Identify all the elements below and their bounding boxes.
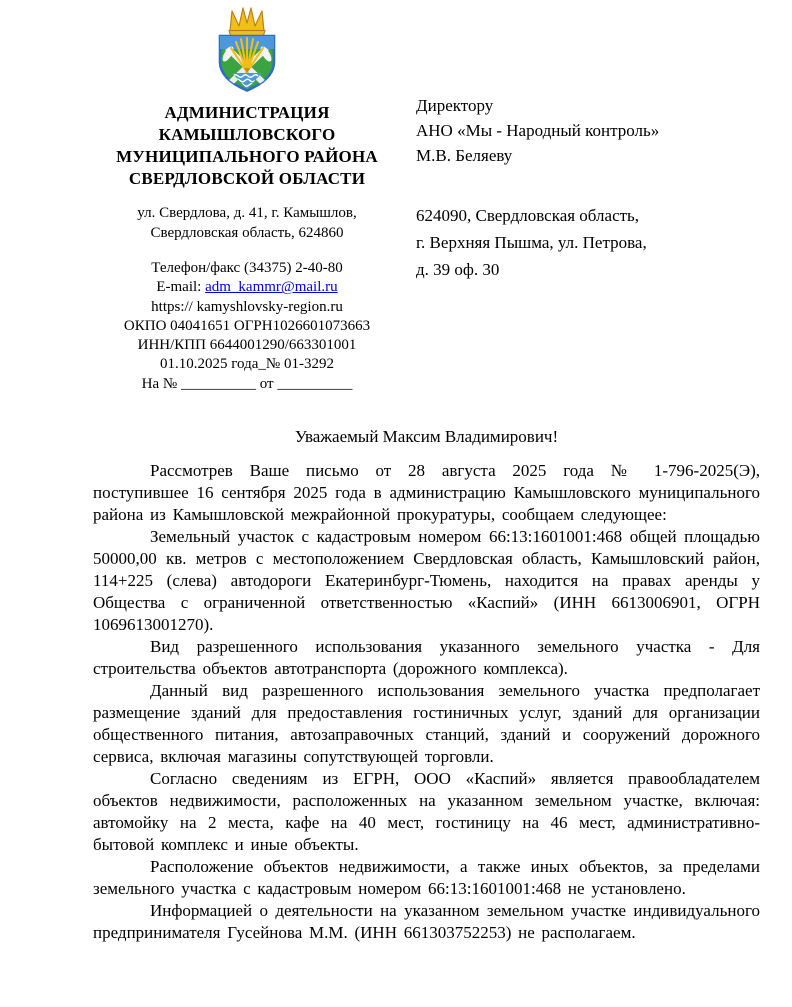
- recipient-line: Директору: [416, 96, 494, 115]
- email-link[interactable]: adm_kammr@mail.ru: [205, 279, 338, 296]
- emblem-wrap: [86, 4, 408, 94]
- body-paragraph: Информацией о деятельности на указанном земельном участке индивидуального предпринимателя Гусейнова М.М. (ИНН 661303752253) не располагаем.: [93, 901, 760, 943]
- recipient-line: М.В. Беляеву: [416, 146, 513, 165]
- recipient-address: [416, 202, 726, 283]
- org-inn-kpp: ИНН/КПП 6644001290/663301001: [137, 337, 357, 354]
- org-address: [86, 204, 408, 243]
- body-paragraph: Согласно сведениям из ЕГРН, ООО «Каспий» является правообладателем объектов недвижимости, расположенных на указанном земельном участке, включая: автомойку на 2 места, кафе на 40 мест, гостиницу на 46 мест, административно-бытовой комплекс и иные объекты.: [93, 769, 760, 855]
- body-paragraph: Вид разрешенного использования указанного земельного участка - Для строительства объектов автотранспорта (дорожного комплекса).: [93, 637, 760, 679]
- org-name-line: СВЕРДЛОВСКОЙ ОБЛАСТИ: [128, 169, 366, 188]
- org-address-line: ул. Свердлова, д. 41, г. Камышлов,: [137, 205, 357, 221]
- org-email-row: [86, 278, 408, 297]
- letter-body: [93, 460, 760, 944]
- org-contacts: [86, 259, 408, 394]
- org-website: https:// kamyshlovsky-region.ru: [151, 298, 343, 315]
- salutation: Уважаемый Максим Владимирович!: [294, 427, 559, 447]
- org-name-line: КАМЫШЛОВСКОГО: [158, 125, 336, 144]
- email-label: E-mail:: [156, 279, 206, 296]
- org-address-line: Свердловская область, 624860: [150, 224, 344, 241]
- org-phone: Телефон/факс (34375) 2-40-80: [151, 260, 343, 276]
- coat-of-arms-icon: [205, 4, 289, 94]
- body-paragraph: Земельный участок с кадастровым номером 66:13:1601001:468 общей площадью 50000,00 кв. метров с местоположением Свердловская область, Камышловский район, 114+225 (слева) автодороги Екатеринбург-Тюмень, находится на правах аренды у Общества с ограниченной ответственностью «Каспий» (ИНН 6613006901, ОГРН 1069613001270).: [93, 527, 760, 635]
- letter-date-number: 01.10.2025 года_№ 01-3292: [160, 356, 334, 373]
- org-name: [86, 102, 408, 190]
- recipient-address-line: г. Верхняя Пышма, ул. Петрова,: [416, 233, 647, 252]
- org-okpo-ogrn: ОКПО 04041651 ОГРН1026601073663: [123, 317, 371, 334]
- body-paragraph: Данный вид разрешенного использования земельного участка предполагает размещение зданий для предоставления гостиничных услуг, зданий для организации общественного питания, автозаправочных станций, зданий и сооружений дорожного сервиса, включая магазины сопутствующей торговли.: [93, 681, 760, 767]
- org-name-line: АДМИНИСТРАЦИЯ: [164, 103, 330, 122]
- letterhead: [0, 0, 792, 394]
- crown-icon: [229, 8, 265, 37]
- letterhead-left-column: [86, 0, 408, 394]
- letter-ref-line: На № __________ от __________: [141, 375, 353, 392]
- org-name-line: МУНИЦИПАЛЬНОГО РАЙОНА: [116, 147, 378, 166]
- body-paragraph: Расположение объектов недвижимости, а также иных объектов, за пределами земельного участка с кадастровым номером 66:13:1601001:468 не установлено.: [93, 857, 760, 899]
- recipient-block: [416, 0, 726, 394]
- body-paragraph: Рассмотрев Ваше письмо от 28 августа 2025 года № 1-796-2025(Э), поступившее 16 сентября 2025 года в администрацию Камышловского муниципального района из Камышловской межрайонной прокуратуры, сообщаем следующее:: [93, 461, 760, 525]
- recipient-address-line: д. 39 оф. 30: [416, 260, 500, 279]
- recipient-line: АНО «Мы - Народный контроль»: [416, 121, 660, 140]
- recipient-address-line: 624090, Свердловская область,: [416, 206, 640, 225]
